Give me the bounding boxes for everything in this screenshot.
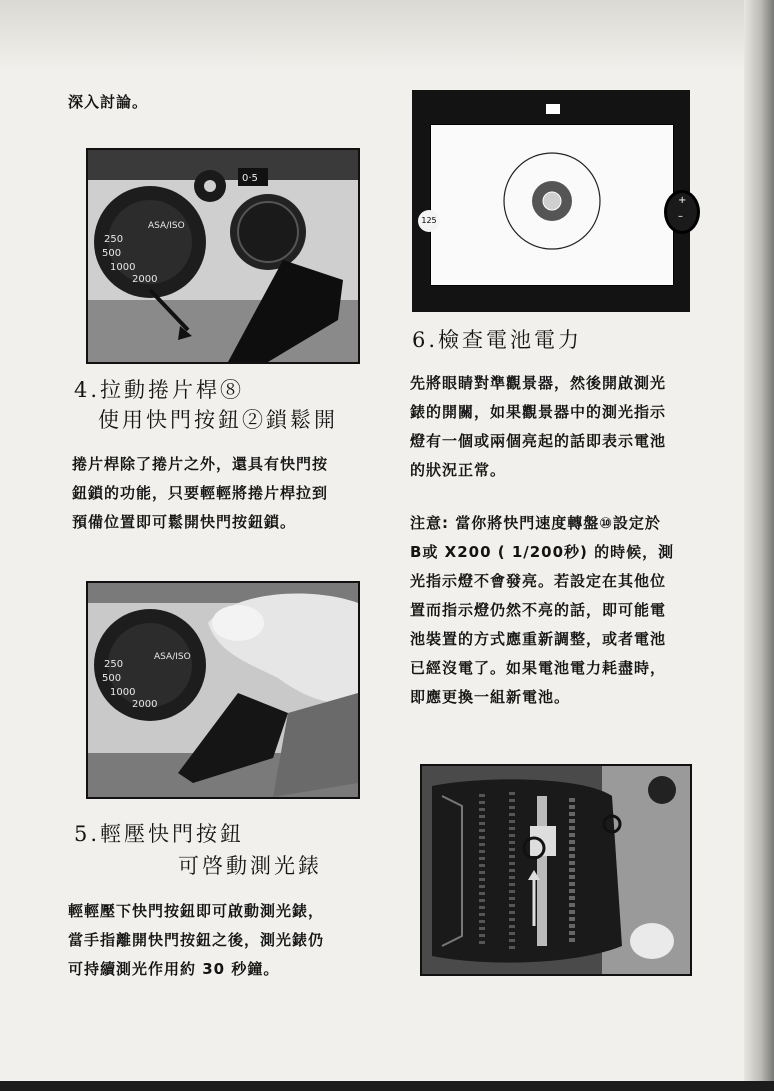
section4-body-line1: 捲片桿除了捲片之外，還具有快門按 [72, 455, 329, 473]
section6-body-line3: 燈有一個或兩個亮起的話即表示電池 [410, 432, 667, 450]
frame-counter: 0·5 [242, 173, 258, 184]
section5-heading-line2: 可啓動測光錶 [178, 854, 322, 878]
dial-speed-500: 500 [102, 248, 122, 259]
lens-illustration [422, 766, 690, 974]
scan-edge-right [744, 0, 774, 1091]
photo-shutter-press [86, 581, 360, 799]
dial2-speed-2000: 2000 [132, 699, 158, 710]
dial2-speed-250: 250 [104, 659, 124, 670]
section6-note-line4: 置而指示燈仍然不亮的話，即可能電 [410, 601, 667, 619]
meter-led-ring [664, 190, 700, 234]
shutter-speed-badge: 125 [418, 210, 440, 232]
section5-body-line1: 輕輕壓下快門按鈕即可啟動測光錶， [68, 902, 325, 920]
iso-label: ASA/ISO [148, 221, 185, 231]
section4-body-line3: 預備位置即可鬆開快門按鈕鎖。 [72, 513, 297, 531]
meter-minus-led: – [678, 211, 683, 222]
section5-body-line2: 當手指離開快門按鈕之後，測光錶仍 [68, 931, 325, 949]
section6-body-line1: 先將眼睛對準觀景器，然後開啟測光 [410, 374, 667, 392]
section6-note-line6: 已經沒電了。如果電池電力耗盡時， [410, 659, 667, 677]
section6-note-line1: 注意: 當你將快門速度轉盤⑩設定於 [410, 514, 661, 532]
viewfinder-diagram [412, 90, 690, 312]
section4-heading-line2: 使用快門按鈕②鎖鬆開 [98, 408, 338, 432]
scan-shadow-top [0, 0, 774, 70]
dial2-speed-500: 500 [102, 673, 122, 684]
photo-advance-lever [86, 148, 360, 364]
intro-text: 深入討論。 [68, 93, 149, 111]
section6-note-line3: 光指示燈不會發亮。若設定在其他位 [410, 572, 667, 590]
section6-body-line2: 錶的開關，如果觀景器中的測光指示 [410, 403, 667, 421]
camera-top-illustration [88, 150, 358, 362]
finger-shutter-illustration [88, 583, 358, 797]
section6-body-line4: 的狀況正常。 [410, 461, 507, 479]
section6-note-line7: 即應更換一組新電池。 [410, 688, 571, 706]
section6-note-line2: B或 X200 ( 1/200秒) 的時候，測 [410, 543, 675, 561]
dial-speed-2000: 2000 [132, 274, 158, 285]
dial-speed-1000: 1000 [110, 262, 136, 273]
section5-heading-line1: 5.輕壓快門按鈕 [74, 822, 245, 846]
section4-body-line2: 鈕鎖的功能，只要輕輕將捲片桿拉到 [72, 484, 329, 502]
dial2-speed-1000: 1000 [110, 687, 136, 698]
section5-body-line3: 可持續測光作用約 30 秒鐘。 [68, 960, 280, 978]
viewfinder-screen [430, 124, 674, 286]
viewfinder-top-indicator [546, 104, 560, 114]
section6-heading: 6.檢查電池電力 [412, 328, 583, 352]
focus-screen-illustration [431, 125, 673, 285]
dial-speed-250: 250 [104, 234, 124, 245]
section6-note-line5: 池裝置的方式應重新調整，或者電池 [410, 630, 667, 648]
meter-plus-led: + [678, 195, 687, 206]
photo-lens-mount [420, 764, 692, 976]
iso-label-2: ASA/ISO [154, 652, 191, 662]
section4-heading-line1: 4.拉動捲片桿⑧ [74, 378, 245, 402]
scan-edge-bottom [0, 1081, 774, 1091]
